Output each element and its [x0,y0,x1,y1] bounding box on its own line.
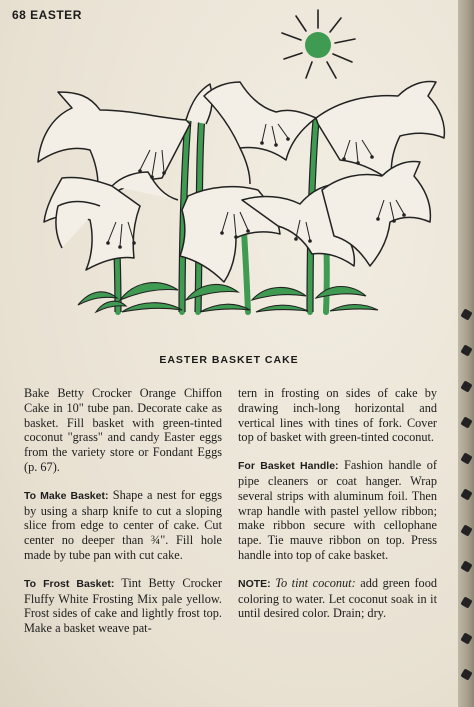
recipe-intro: Bake Betty Crocker Orange Chiffon Cake in 10" tube pan. Decorate cake as basket. Fill basket with green-tinted coconut "grass" and candy Easter eggs from the variety store or Fondant Eggs (p. 67). [24,386,222,474]
note-italic: To tint coconut: [270,575,356,590]
note-text: add green food coloring to water. Let coconut soak in it until desired color. Drain; dry. [238,575,437,621]
left-column [24,386,222,649]
make-basket-heading: To Make Basket: [24,489,109,502]
sun-icon [282,10,355,78]
easter-lily-illustration [0,0,458,345]
frost-basket-section [24,576,222,636]
make-basket-text: Shape a nest for eggs by using a sharp knife to cut a sloping slice from edge to center of cake. Cut center no deeper than ¾". Fill hole made by tube pan with cut cake. [24,487,222,562]
right-column [238,386,437,634]
basket-handle-section [238,458,437,563]
frost-basket-heading: To Frost Basket: [24,577,115,590]
make-basket-section [24,488,222,563]
lily-flowers [38,82,444,282]
note-heading: NOTE: [238,577,271,590]
frost-basket-text: Tint Betty Crocker Fluffy White Frosting Mix pale yellow. Frost sides of cake and lightly frost top. Make a basket weave pat- [24,575,222,636]
basket-handle-heading: For Basket Handle: [238,460,339,473]
note-section [238,576,437,621]
basket-handle-text: Fashion handle of pipe cleaners or coat hanger. Wrap several strips with aluminum foil. Then wrap handle with pastel yellow ribbon; make ribbon secure with cellophane tape. Tie mauve ribbon on top. Press handle into top of cake basket. [238,458,437,562]
lily-leaves [78,283,378,312]
page-header: 68 EASTER [12,8,82,22]
frost-basket-continued: tern in frosting on sides of cake by drawing inch-long horizontal and vertical lines with tines of fork. Cover top of basket with green-tinted coconut. [238,386,437,445]
recipe-title: EASTER BASKET CAKE [159,354,299,366]
